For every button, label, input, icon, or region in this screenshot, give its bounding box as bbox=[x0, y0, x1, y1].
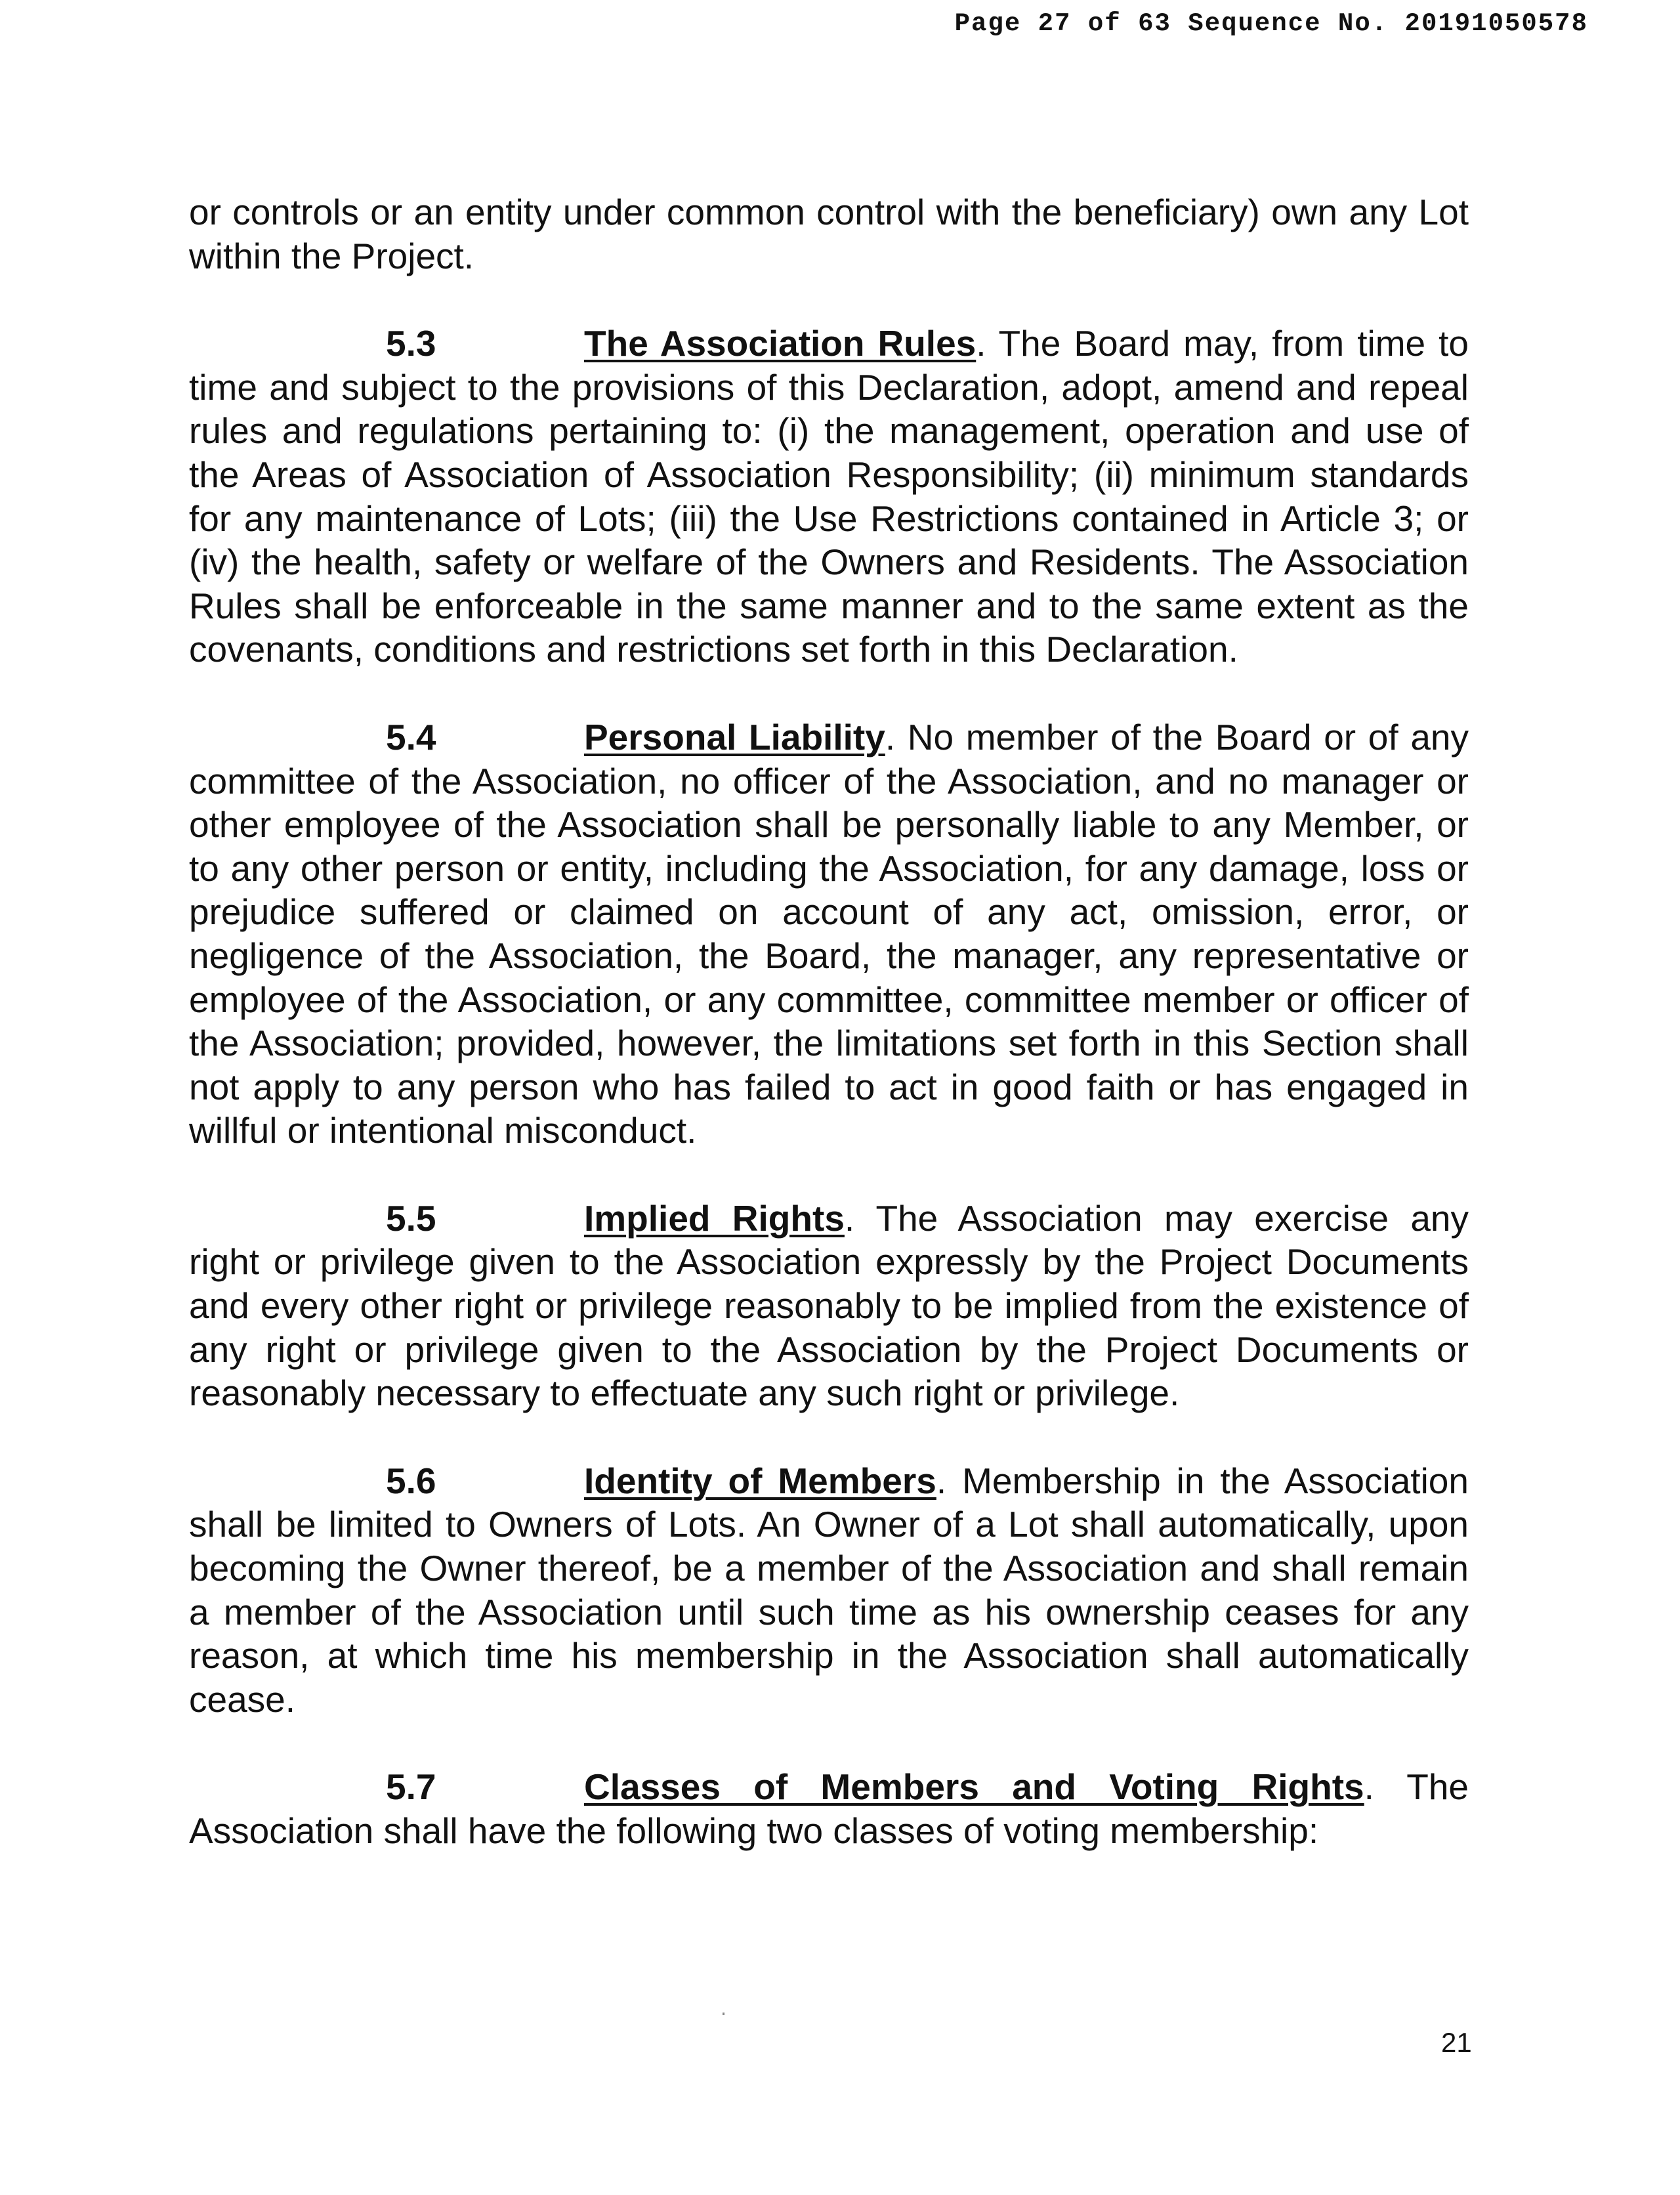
section-5-6 bbox=[189, 1459, 1469, 1722]
section-body: . The Board may, from time to time and subject to the provisions of this Declaration, adopt, amend and repeal rules and regulations pertaining to: (i) the management, operation and use of the Areas of Association of Association Responsibility; (ii) minimum standards for any maintenance of Lots; (iii) the Use Restrictions contained in Article 3; or (iv) the health, safety or welfare of the Owners and Residents. The Association Rules shall be enforceable in the same manner and to the same extent as the covenants, conditions and restrictions set forth in this Declaration. bbox=[189, 323, 1469, 670]
scan-speck bbox=[723, 2013, 724, 2015]
section-title: Identity of Members bbox=[584, 1460, 936, 1501]
section-body: . The Association shall have the following two classes of voting membership: bbox=[189, 1766, 1469, 1851]
section-number: 5.6 bbox=[386, 1460, 436, 1501]
document-body bbox=[189, 190, 1469, 1897]
section-body: . Membership in the Association shall be limited to Owners of Lots. An Owner of a Lot shall automatically, upon becoming the Owner thereof, be a member of the Association and shall remain a member of the Association until such time as his ownership ceases for any reason, at which time his membership in the Association shall automatically cease. bbox=[189, 1460, 1469, 1720]
section-5-4 bbox=[189, 715, 1469, 1153]
section-5-3 bbox=[189, 322, 1469, 671]
section-5-5 bbox=[189, 1197, 1469, 1415]
section-number: 5.4 bbox=[386, 716, 436, 757]
section-title: The Association Rules bbox=[584, 323, 976, 364]
section-body: . No member of the Board or of any committee of the Association, no officer of the Association, and no manager or other employee of the Association shall be personally liable to any Member, or to any other person or entity, including the Association, for any damage, loss or prejudice suffered or claimed on account of any act, omission, error, or negligence of the Association, the Board, the manager, any representative or employee of the Association, or any committee, committee member or officer of the Association; provided, however, the limitations set forth in this Section shall not apply to any person who has failed to act in good faith or has engaged in willful or intentional misconduct. bbox=[189, 716, 1469, 1151]
section-number: 5.5 bbox=[386, 1197, 436, 1239]
section-title: Classes of Members and Voting Rights bbox=[584, 1766, 1364, 1808]
section-number: 5.3 bbox=[386, 323, 436, 364]
continuation-paragraph: or controls or an entity under common control with the beneficiary) own any Lot within the Project. bbox=[189, 192, 1469, 276]
section-5-7 bbox=[189, 1765, 1469, 1852]
section-title: Implied Rights bbox=[584, 1197, 845, 1239]
page-header: Page 27 of 63 Sequence No. 20191050578 bbox=[954, 9, 1588, 38]
section-body: . The Association may exercise any right or privilege given to the Association expressly by the Project Documents and every other right or privilege reasonably to be implied from the existence of any right or privilege given to the Association by the Project Documents or reasonably necessary to effectuate any such right or privilege. bbox=[189, 1197, 1469, 1414]
section-number: 5.7 bbox=[386, 1766, 436, 1808]
section-title: Personal Liability bbox=[584, 716, 885, 757]
page-number: 21 bbox=[1441, 2027, 1472, 2058]
